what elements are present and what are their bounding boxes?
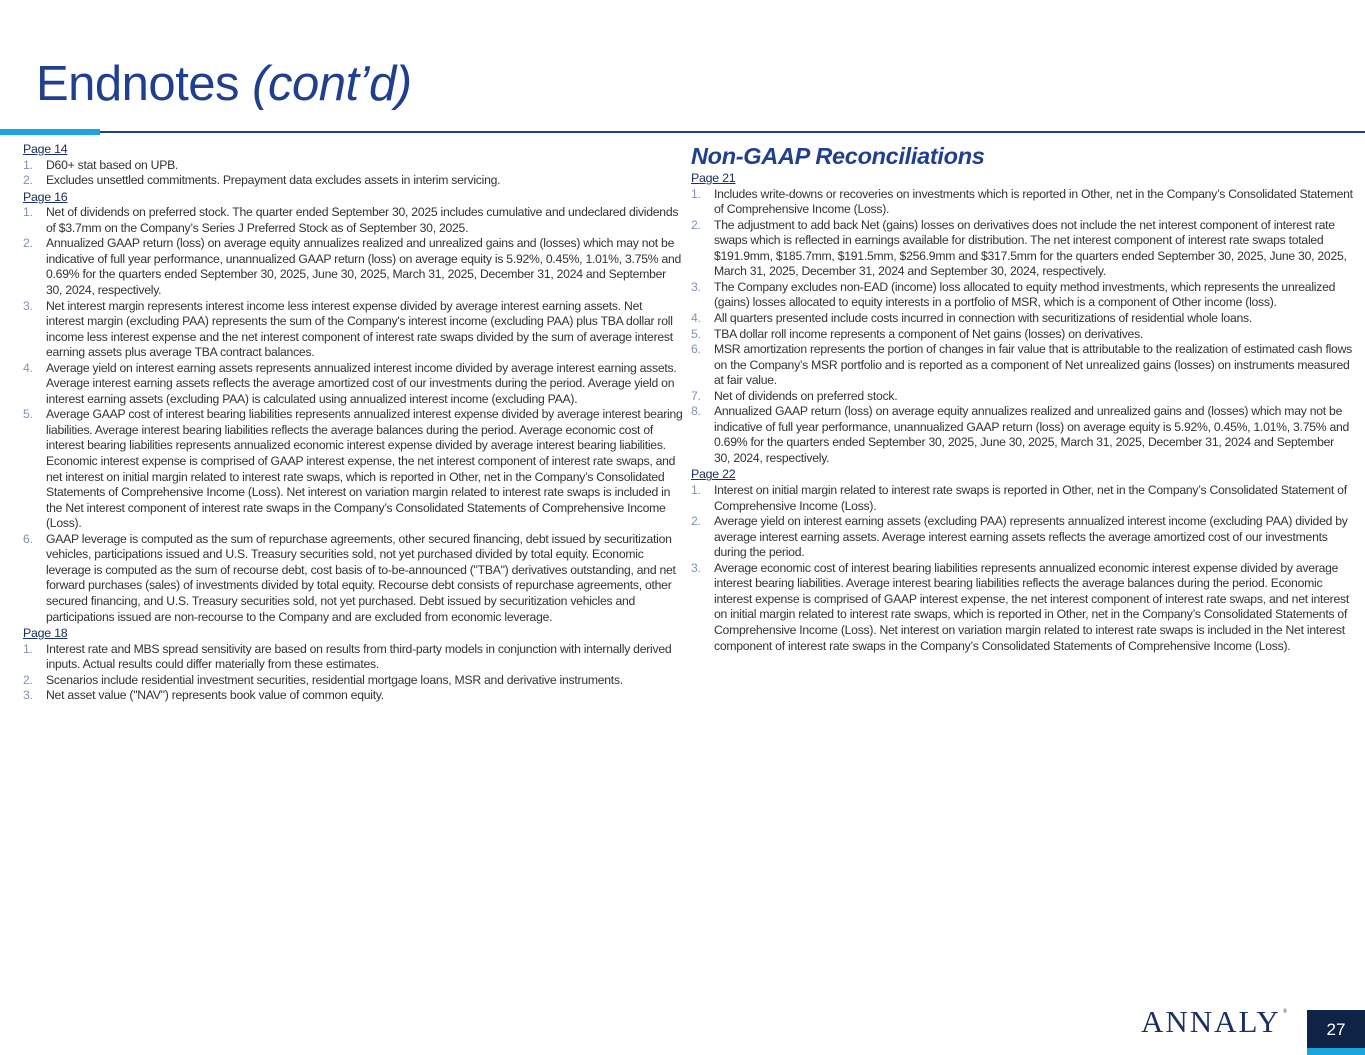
endnote-text: Net of dividends on preferred stock. [714, 388, 898, 403]
endnote-text: Excludes unsettled commitments. Prepayment data excludes assets in interim servicing. [46, 173, 501, 188]
annaly-logo [1141, 1006, 1287, 1037]
endnote-item [23, 236, 683, 298]
page-number-accent-strip [1307, 1048, 1365, 1055]
endnote-number: 2. [23, 173, 33, 188]
endnote-item [691, 483, 1353, 514]
endnote-item [691, 404, 1353, 466]
page-link-16[interactable]: Page 16 [23, 189, 68, 204]
endnote-number: 4. [23, 360, 33, 375]
endnote-text: Annualized GAAP return (loss) on average equity annualizes realized and unrealized gains and (losses) which may not be indicative of full year performance, unannualized GAAP return (loss) on average equity is 5.92%, 0.45%, 1.01%, 3.75% and 0.69% for the quarters ended September 30, 2025, June 30, 2025, March 31, 2025, December 31, 2024 and September 30, 2024, respectively. [46, 236, 682, 298]
endnote-list [691, 187, 1353, 467]
endnote-text: Average economic cost of interest bearing liabilities represents annualized economic interest expense divided by average interest bearing liabilities. Average interest bearing liabilities reflects the average balances during the period. Economic interest expense is comprised of GAAP interest expense, the net interest component of interest rate swaps, and net interest on initial margin related to interest rate swaps, which is reported in Other, net in the Company’s Consolidated Statements of Comprehensive Income (Loss). Net interest on variation margin related to interest rate swaps is included in the Net interest component of interest rate swaps in the Company’s Consolidated Statements of Comprehensive Income (Loss). [714, 560, 1349, 653]
endnote-text: Net interest margin represents interest income less interest expense divided by average interest earning assets. Net interest margin (excluding PAA) represents the sum of the Company's interest income (excluding PAA) plus TBA dollar roll income less interest expense and the net interest component of interest rate swaps divided by the sum of average interest earning assets plus average TBA contract balances. [46, 298, 673, 360]
endnote-text: The adjustment to add back Net (gains) losses on derivatives does not include the net interest component of interest rate swaps which is reflected in earnings available for distribution. The net interest component of interest rate swaps totaled $191.9mm, $185.7mm, $191.5mm, $256.9mm and $317.5mm for the quarters ended September 30, 2025, June 30, 2025, March 31, 2025, December 31, 2024 and September 30, 2024, respectively. [714, 217, 1347, 279]
endnote-text: D60+ stat based on UPB. [46, 157, 179, 172]
endnote-number: 1. [23, 641, 33, 656]
endnote-text: Scenarios include residential investment securities, residential mortgage loans, MSR and derivative instruments. [46, 672, 623, 687]
endnote-text: Interest rate and MBS spread sensitivity are based on results from third-party models in conjunction with internally derived inputs. Actual results could differ materially from these estimates. [46, 641, 672, 672]
endnote-text: Net asset value ("NAV") represents book value of common equity. [46, 688, 384, 703]
section-title-non-gaap: Non-GAAP Reconciliations [691, 143, 985, 169]
endnote-number: 2. [691, 217, 701, 232]
endnote-item [691, 342, 1353, 389]
endnote-text: All quarters presented include costs incurred in connection with securitizations of residential whole loans. [714, 310, 1252, 325]
endnote-text: Interest on initial margin related to interest rate swaps is reported in Other, net in the Company’s Consolidated Statement of Comprehensive Income (Loss). [714, 483, 1347, 513]
page-title [36, 58, 412, 112]
endnote-item [691, 311, 1353, 327]
endnote-text: TBA dollar roll income represents a component of Net gains (losses) on derivatives. [714, 326, 1144, 341]
endnote-number: 3. [23, 688, 33, 703]
endnote-text: Average GAAP cost of interest bearing liabilities represents annualized interest expense divided by average interest bearing liabilities. Average interest bearing liabilities reflects the average balances during the period. Average economic cost of interest bearing liabilities represents annualized economic interest expense divided by average interest bearing liabilities. Economic interest expense is comprised of GAAP interest expense, the net interest component of interest rate swaps, and net interest on initial margin related to interest rate swaps, which is reported in Other, net in the Company’s Consolidated Statements of Comprehensive Income (Loss). Net interest on variation margin related to interest rate swaps is included in the Net interest component of interest rate swaps in the Company’s Consolidated Statements of Comprehensive Income (Loss). [46, 407, 683, 531]
endnote-item [23, 299, 683, 361]
page-link-22[interactable]: Page 22 [691, 467, 736, 482]
page-link-14[interactable]: Page 14 [23, 142, 68, 156]
endnote-item [23, 205, 683, 236]
endnote-group-page-16 [23, 189, 683, 625]
endnote-group-page-21 [691, 170, 1353, 466]
endnote-item [691, 218, 1353, 280]
endnote-number: 5. [23, 407, 33, 422]
page-number-badge [1307, 1010, 1365, 1055]
endnote-number: 1. [23, 157, 33, 172]
endnote-list [23, 158, 683, 189]
endnote-number: 6. [691, 342, 701, 357]
endnote-group-page-14 [23, 141, 683, 189]
endnote-text: Average yield on interest earning assets represents annualized interest income divided by average interest earning assets. Average interest earning assets reflects the average amortized cost of our investments during the period. Average yield on interest earning assets (excluding PAA) is calculated using annualized interest income (excluding PAA). [46, 360, 677, 406]
endnote-number: 1. [691, 483, 701, 498]
endnote-number: 7. [691, 388, 701, 403]
page-link-21[interactable]: Page 21 [691, 171, 736, 185]
endnote-item [23, 361, 683, 408]
endnote-item [691, 327, 1353, 343]
endnote-number: 2. [691, 514, 701, 529]
logo-text: ANNALY [1141, 1004, 1281, 1039]
endnote-number: 3. [691, 560, 701, 575]
endnote-list [23, 642, 683, 704]
endnote-group-page-22 [691, 466, 1353, 654]
endnote-text: The Company excludes non-EAD (income) loss allocated to equity method investments, which represents the unrealized (gains) losses allocated to equity interests in a portfolio of MSR, which is a component of Other income (loss). [714, 279, 1336, 310]
endnote-number: 3. [691, 279, 701, 294]
endnote-item [23, 158, 683, 174]
title-main: Endnotes [36, 57, 253, 111]
endnote-text: MSR amortization represents the portion of changes in fair value that is attributable to the realization of estimated cash flows on the Company’s MSR portfolio and is reported as a component of Net unrealized gains (losses) on instruments measured at fair value. [714, 342, 1352, 388]
endnote-number: 1. [691, 186, 701, 201]
endnote-item [23, 173, 683, 189]
endnote-list [23, 205, 683, 625]
header-divider [0, 131, 1365, 133]
endnote-text: GAAP leverage is computed as the sum of repurchase agreements, other secured financing, debt issued by securitization vehicles, participations issued and U.S. Treasury securities sold, not yet purchased divided by total equity. Economic leverage is computed as the sum of recourse debt, cost basis of to-be-announced ("TBA") derivatives outstanding, and net forward purchases (sales) of investments divided by total equity. Recourse debt consists of repurchase agreements, other secured financing, and U.S. Treasury securities sold, not yet purchased. Debt issued by securitization vehicles and participations issued are non-recourse to the Company and are excluded from economic leverage. [46, 531, 676, 624]
endnote-item [691, 389, 1353, 405]
registered-mark-icon: ® [1282, 1009, 1288, 1015]
page-link-18[interactable]: Page 18 [23, 626, 68, 641]
endnote-text: Annualized GAAP return (loss) on average equity annualizes realized and unrealized gains and (losses) which may not be indicative of full year performance, unannualized GAAP return (loss) on average equity is 5.92%, 0.45%, 1.01%, 3.75% and 0.69% for the quarters ended September 30, 2025, June 30, 2025, March 31, 2025, December 31, 2024 and September 30, 2024, respectively. [714, 404, 1350, 465]
endnote-item [23, 673, 683, 689]
endnote-group-page-18 [23, 625, 683, 704]
endnote-item [691, 280, 1353, 311]
endnote-number: 6. [23, 531, 33, 546]
endnote-item [23, 407, 683, 531]
endnote-item [691, 187, 1353, 218]
endnote-list [691, 483, 1353, 654]
endnote-number: 4. [691, 310, 701, 325]
endnote-number: 5. [691, 326, 701, 341]
endnote-text: Includes write-downs or recoveries on investments which is reported in Other, net in the Company’s Consolidated Statement of Comprehensive Income (Loss). [714, 186, 1353, 217]
endnote-number: 3. [23, 298, 33, 313]
page-number: 27 [1326, 1020, 1346, 1039]
endnote-number: 1. [23, 205, 33, 220]
endnote-text: Net of dividends on preferred stock. The quarter ended September 30, 2025 includes cumulative and undeclared dividends of $3.7mm on the Company’s Series J Preferred Stock as of September 30, 2025. [46, 205, 679, 235]
endnote-item [23, 532, 683, 625]
title-italic: (cont’d) [252, 57, 412, 111]
endnote-item [691, 514, 1353, 561]
endnote-item [23, 642, 683, 673]
right-column [691, 141, 1353, 654]
endnote-number: 2. [23, 672, 33, 687]
endnote-item [23, 688, 683, 704]
endnote-item [691, 561, 1353, 654]
endnote-text: Average yield on interest earning assets (excluding PAA) represents annualized interest income (excluding PAA) divided by average interest earning assets. Average interest earning assets reflects the average amortized cost of our investments during the period. [714, 514, 1348, 560]
left-column [23, 141, 683, 704]
endnote-number: 8. [691, 404, 701, 419]
endnote-number: 2. [23, 236, 33, 251]
header-accent-bar [0, 129, 100, 135]
